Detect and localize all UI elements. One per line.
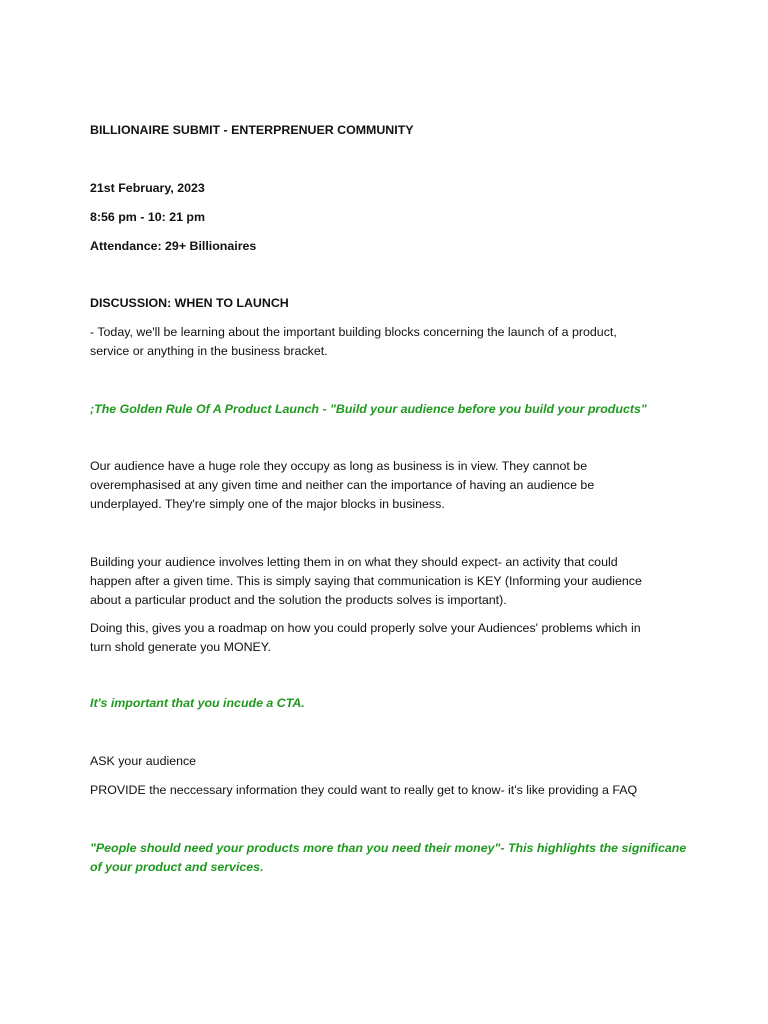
building-line-2: happen after a given time. This is simply saying that communication is KEY (Informing your audience [90,574,642,588]
intro-line-1: - Today, we'll be learning about the important building blocks concerning the launch of a product, [90,325,617,339]
audience-line-1: Our audience have a huge role they occupy as long as business is in view. They cannot be [90,459,588,473]
ask-line: ASK your audience [90,754,197,768]
building-line-3: about a particular product and the solution the products solves is important). [90,593,507,607]
audience-line-2: overemphasised at any given time and neither can the importance of having an audience be [90,478,595,492]
cta-note: It's important that you incude a CTA. [90,696,305,710]
closing-quote-line-1: "People should need your products more than you need their money"- This highlights the significane [90,841,687,855]
document-title: BILLIONAIRE SUBMIT - ENTERPRENUER COMMUNITY [90,123,414,137]
meeting-time: 8:56 pm - 10: 21 pm [90,210,206,224]
golden-rule: ;The Golden Rule Of A Product Launch - "Build your audience before you build your products" [90,402,647,416]
audience-line-3: underplayed. They're simply one of the major blocks in business. [90,497,445,511]
discussion-heading: DISCUSSION: WHEN TO LAUNCH [90,296,289,310]
intro-line-2: service or anything in the business bracket. [90,344,328,358]
building-line-1: Building your audience involves letting them in on what they should expect- an activity that could [90,555,618,569]
meeting-date: 21st February, 2023 [90,181,205,195]
closing-quote-line-2: of your product and services. [90,860,264,874]
roadmap-line-2: turn shold generate you MONEY. [90,640,271,654]
roadmap-line-1: Doing this, gives you a roadmap on how you could properly solve your Audiences' problems which in [90,621,641,635]
provide-line: PROVIDE the neccessary information they could want to really get to know- it's like providing a FAQ [90,783,638,797]
attendance: Attendance: 29+ Billionaires [90,239,257,253]
